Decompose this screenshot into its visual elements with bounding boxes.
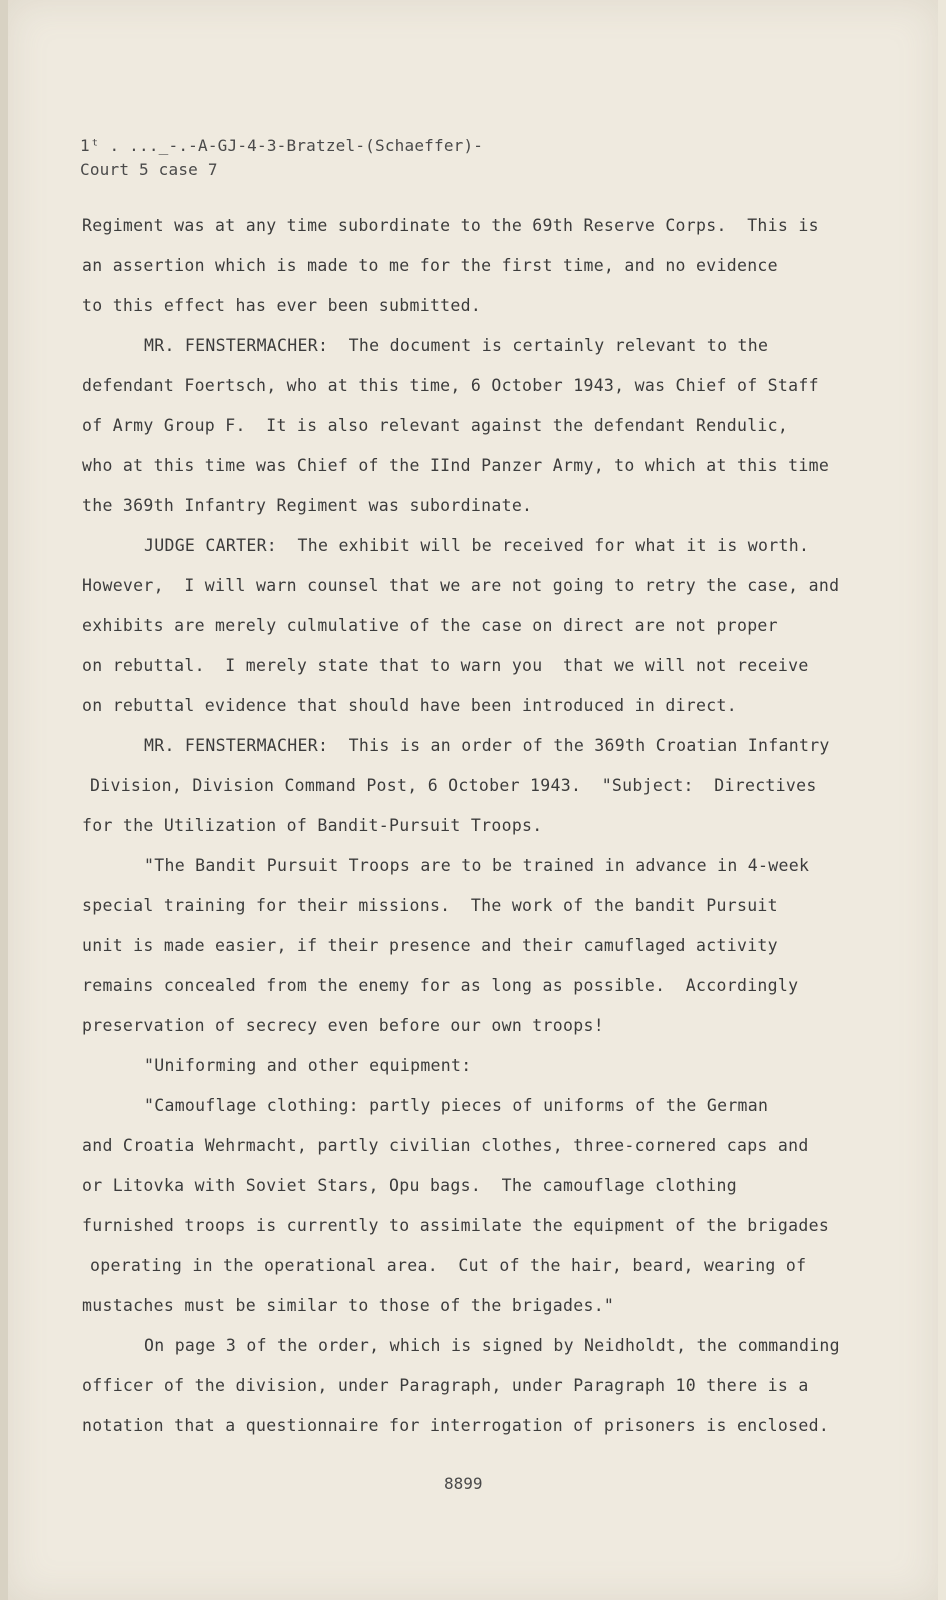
body-line: remains concealed from the enemy for as long as possible. Accordingly xyxy=(82,976,799,995)
body-line: Division, Division Command Post, 6 October 1943. "Subject: Directives xyxy=(90,776,817,795)
body-line: of Army Group F. It is also relevant against the defendant Rendulic, xyxy=(82,416,789,435)
binding-edge xyxy=(0,0,8,1600)
body-line-speaker-carter: JUDGE CARTER: The exhibit will be received for what it is worth. xyxy=(144,536,810,555)
body-line: furnished troops is currently to assimilate the equipment of the brigades xyxy=(82,1216,830,1235)
body-line: operating in the operational area. Cut of the hair, beard, wearing of xyxy=(90,1256,807,1275)
body-line: On page 3 of the order, which is signed by Neidholdt, the commanding xyxy=(144,1336,840,1355)
body-line: defendant Foertsch, who at this time, 6 October 1943, was Chief of Staff xyxy=(82,376,819,395)
document-header xyxy=(80,134,483,182)
page-number: 8899 xyxy=(444,1474,483,1493)
body-line: mustaches must be similar to those of the brigades." xyxy=(82,1296,615,1315)
header-court-case-line: Court 5 case 7 xyxy=(80,160,218,179)
body-line-speaker-fenstermacher: MR. FENSTERMACHER: The document is certainly relevant to the xyxy=(144,336,769,355)
body-line: to this effect has ever been submitted. xyxy=(82,296,482,315)
body-line: However, I will warn counsel that we are not going to retry the case, and xyxy=(82,576,840,595)
document-page xyxy=(8,0,938,1600)
body-line: special training for their missions. The work of the bandit Pursuit xyxy=(82,896,778,915)
body-line: the 369th Infantry Regiment was subordinate. xyxy=(82,496,533,515)
body-line: unit is made easier, if their presence and their camuflaged activity xyxy=(82,936,778,955)
body-line: on rebuttal evidence that should have been introduced in direct. xyxy=(82,696,737,715)
body-line-speaker-fenstermacher: MR. FENSTERMACHER: This is an order of the 369th Croatian Infantry xyxy=(144,736,830,755)
body-line: preservation of secrecy even before our own troops! xyxy=(82,1016,604,1035)
body-line: "The Bandit Pursuit Troops are to be trained in advance in 4-week xyxy=(144,856,810,875)
body-line: or Litovka with Soviet Stars, Opu bags. The camouflage clothing xyxy=(82,1176,737,1195)
body-line: who at this time was Chief of the IInd Panzer Army, to which at this time xyxy=(82,456,830,475)
body-line: Regiment was at any time subordinate to the 69th Reserve Corps. This is xyxy=(82,216,819,235)
body-line: exhibits are merely culmulative of the case on direct are not proper xyxy=(82,616,778,635)
header-reference-line: 1ᵗ . ..._-.-A-GJ-4-3-Bratzel-(Schaeffer)- xyxy=(80,136,484,155)
body-line: on rebuttal. I merely state that to warn you that we will not receive xyxy=(82,656,809,675)
body-line: "Camouflage clothing: partly pieces of uniforms of the German xyxy=(144,1096,769,1115)
body-line: "Uniforming and other equipment: xyxy=(144,1056,472,1075)
body-line: for the Utilization of Bandit-Pursuit Troops. xyxy=(82,816,543,835)
body-line: notation that a questionnaire for interrogation of prisoners is enclosed. xyxy=(82,1416,830,1435)
body-line: officer of the division, under Paragraph, under Paragraph 10 there is a xyxy=(82,1376,809,1395)
body-line: an assertion which is made to me for the first time, and no evidence xyxy=(82,256,778,275)
body-line: and Croatia Wehrmacht, partly civilian clothes, three-cornered caps and xyxy=(82,1136,809,1155)
